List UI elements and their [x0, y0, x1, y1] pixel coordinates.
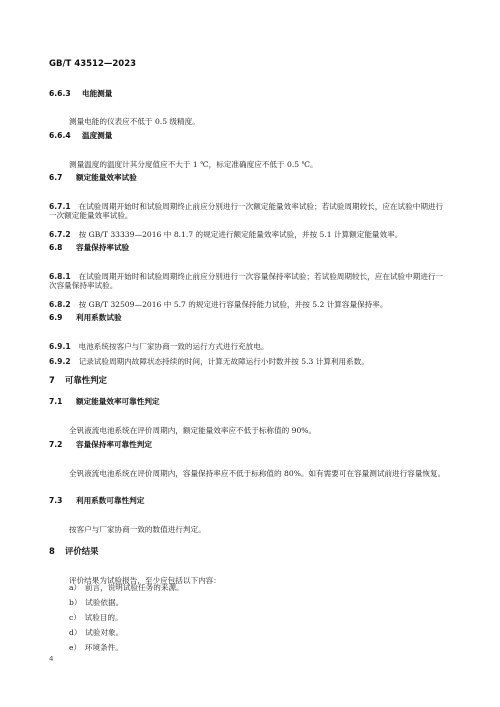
clause-text: 在试验周期开始时和试验周期终止前应分别进行一次额定能量效率试验；若试验周期较长，应在试验中期进行一次额定能量效率试验。 [49, 201, 444, 220]
section-number: 7.1 [49, 397, 63, 406]
clause-6-9-1 [49, 342, 445, 351]
section-7-1-body: 全钒液流电池系统在评价周期内，额定能量效率应不低于标称值的 90%。 [69, 425, 317, 435]
list-item: d） 试验对象。 [69, 628, 124, 637]
page-number: 4 [49, 655, 54, 663]
section-number: 6.8 [49, 243, 63, 252]
clause-6-8-2 [49, 300, 445, 309]
section-number: 7.2 [49, 440, 63, 449]
section-number: 8 [49, 546, 55, 556]
section-title: 容量保持率试验 [76, 243, 130, 252]
clause-6-9-2 [49, 357, 445, 366]
section-title: 电能测量 [82, 89, 113, 98]
clause-number: 6.7.2 [49, 229, 71, 239]
list-item: a） 前言，说明试验任务的来源。 [69, 583, 184, 592]
section-7-3-body: 按客户与厂家协商一致的数值进行判定。 [69, 524, 206, 534]
clause-text: 按 GB/T 32509—2016 中 5.7 的规定进行容量保持能力试验，并按 5.2 计算容量保持率。 [78, 299, 388, 309]
section-number: 6.7 [49, 173, 63, 182]
section-number: 6.6.3 [49, 89, 71, 98]
section-title: 利用系数试验 [76, 313, 122, 322]
section-8-intro: 评价结果为试验报告，至少应包括以下内容： [69, 575, 221, 585]
section-6-6-3-body: 测量电能的仪表应不低于 0.5 级精度。 [69, 116, 200, 126]
clause-text: 电池系统按客户与厂家协商一致的运行方式进行充放电。 [78, 341, 269, 351]
section-title: 额定能量效率试验 [76, 173, 137, 182]
clause-text: 记录试验周期内故障状态持续的时间，计算无故障运行小时数并按 5.3 计算利用系数。 [78, 356, 369, 366]
section-title: 容量保持率可靠性判定 [76, 440, 152, 449]
section-title: 额定能量效率可靠性判定 [76, 397, 160, 406]
section-number: 6.6.4 [49, 131, 71, 140]
clause-text: 在试验周期开始时和试验周期终止前应分别进行一次容量保持率试验；若试验周期较长，应在试验中期进行一次容量保持率试验。 [49, 271, 444, 290]
clause-6-8-1 [49, 272, 445, 290]
standard-id: GB/T 43512—2023 [49, 59, 137, 69]
section-6-6-4-body: 测量温度的温度计其分度值应不大于 1 ℃，标定准确度应不低于 0.5 ℃。 [69, 159, 318, 169]
section-title: 评价结果 [65, 546, 99, 556]
section-number: 6.9 [49, 313, 63, 322]
list-item: e） 环境条件。 [69, 643, 123, 652]
clause-number: 6.9.2 [49, 356, 71, 366]
clause-6-7-1 [49, 202, 445, 220]
clause-text: 按 GB/T 33339—2016 中 8.1.7 的规定进行额定能量效率试验，并按 5.1 计算额定能量效率。 [78, 229, 403, 239]
section-title: 利用系数可靠性判定 [76, 496, 145, 505]
section-number: 7.3 [49, 496, 63, 505]
clause-number: 6.8.1 [49, 271, 71, 281]
section-title: 温度测量 [82, 131, 113, 140]
list-item: c） 试验目的。 [69, 613, 123, 622]
section-title: 可靠性判定 [65, 375, 107, 385]
clause-number: 6.9.1 [49, 341, 71, 351]
section-7-2-body: 全钒液流电池系统在评价周期内，容量保持率应不低于标称值的 80%。如有需要可在容量测试前进行容量恢复。 [69, 468, 446, 478]
clause-number: 6.7.1 [49, 201, 71, 211]
clause-number: 6.8.2 [49, 299, 71, 309]
list-item: b） 试验依据。 [69, 598, 124, 607]
clause-6-7-2 [49, 230, 445, 239]
section-number: 7 [49, 375, 55, 385]
